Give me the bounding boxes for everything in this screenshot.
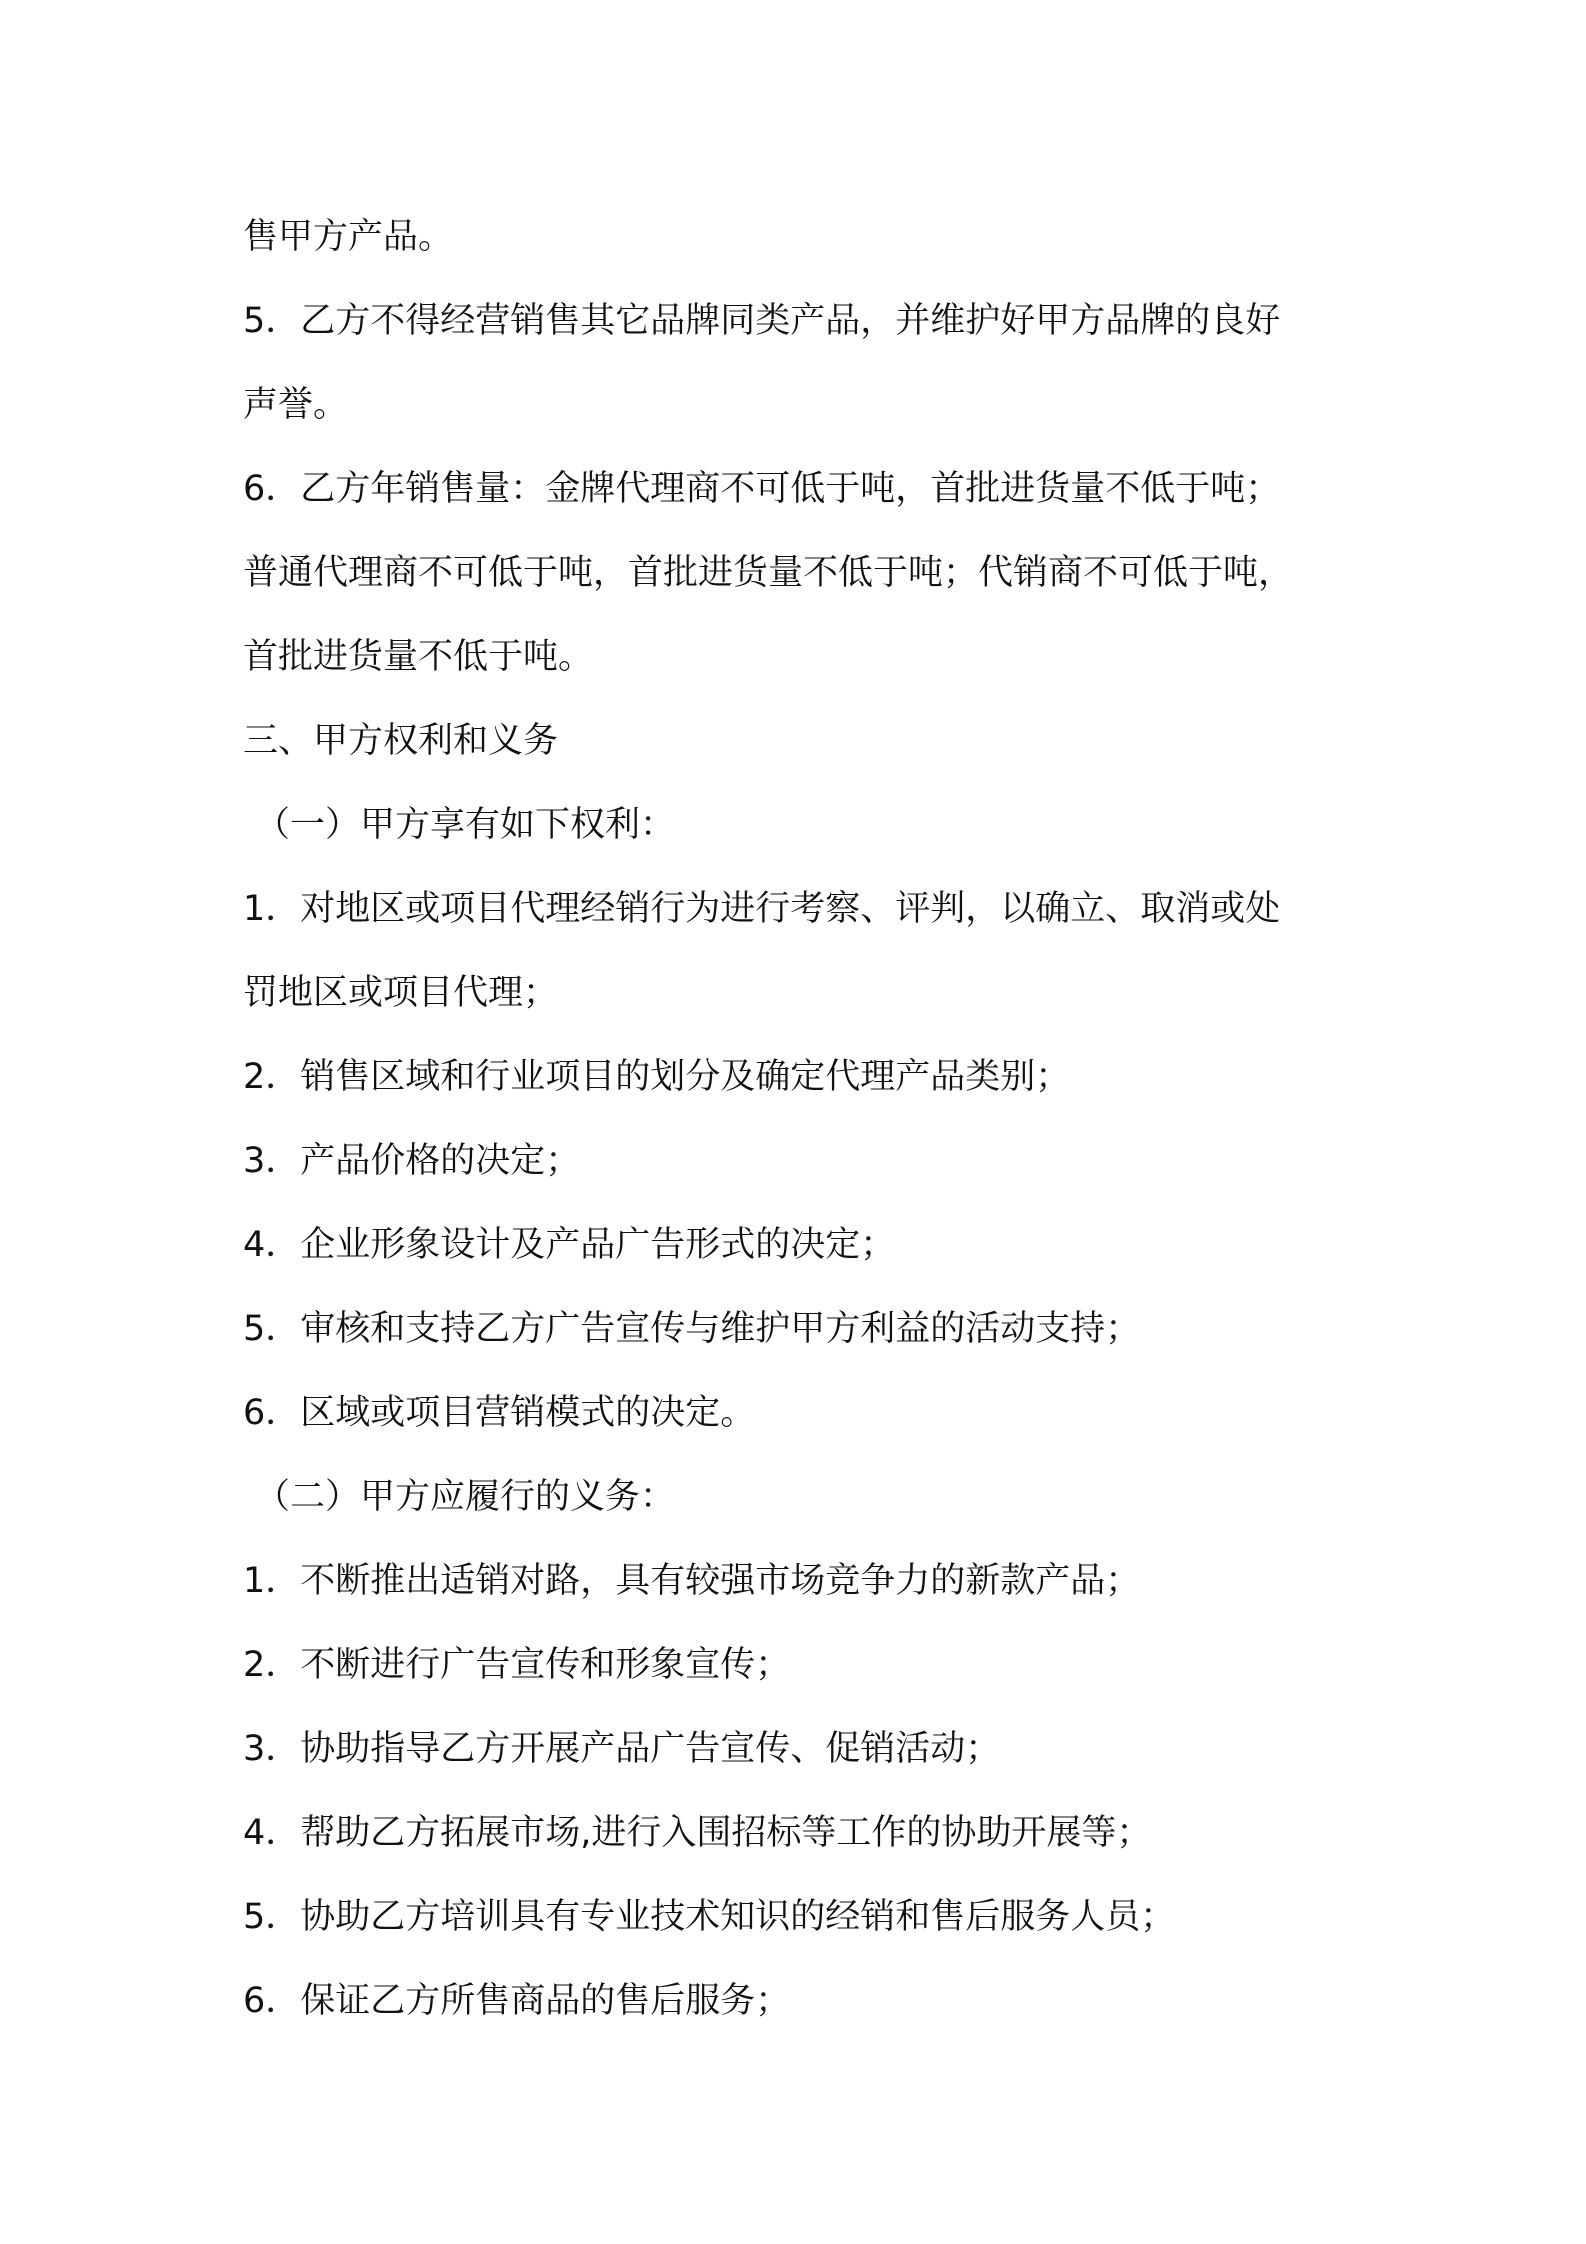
paragraph-line: 声誉。 (243, 385, 349, 425)
subsection-heading: （二）甲方应履行的义务： (255, 1477, 676, 1517)
list-item: 4．帮助乙方拓展市场,进行入围招标等工作的协助开展等； (243, 1813, 1152, 1853)
list-item: 2．销售区域和行业项目的划分及确定代理产品类别； (243, 1057, 1071, 1097)
list-item: 2．不断进行广告宣传和形象宣传； (243, 1645, 791, 1685)
list-item-continuation: 罚地区或项目代理； (243, 973, 559, 1013)
list-item: 1．对地区或项目代理经销行为进行考察、评判，以确立、取消或处 (243, 889, 1281, 929)
paragraph-line: 6．乙方年销售量：金牌代理商不可低于吨，首批进货量不低于吨； (243, 469, 1281, 509)
paragraph-line: 普通代理商不可低于吨，首批进货量不低于吨；代销商不可低于吨， (243, 553, 1294, 593)
list-item: 4．企业形象设计及产品广告形式的决定； (243, 1225, 896, 1265)
list-item: 6．保证乙方所售商品的售后服务； (243, 1981, 791, 2021)
paragraph-line: 5．乙方不得经营销售其它品牌同类产品，并维护好甲方品牌的良好 (243, 301, 1281, 341)
list-item: 3．产品价格的决定； (243, 1141, 581, 1181)
subsection-heading: （一）甲方享有如下权利： (255, 805, 676, 845)
list-item: 5．审核和支持乙方广告宣传与维护甲方利益的活动支持； (243, 1309, 1141, 1349)
document-body (243, 195, 1353, 2043)
list-item: 1．不断推出适销对路，具有较强市场竞争力的新款产品； (243, 1561, 1141, 1601)
list-item: 5．协助乙方培训具有专业技术知识的经销和售后服务人员； (243, 1897, 1176, 1937)
list-item: 6．区域或项目营销模式的决定。 (243, 1393, 756, 1433)
paragraph-line: 首批进货量不低于吨。 (243, 637, 594, 677)
section-heading: 三、甲方权利和义务 (243, 721, 559, 761)
paragraph-line: 售甲方产品。 (243, 217, 454, 257)
list-item: 3．协助指导乙方开展产品广告宣传、促销活动； (243, 1729, 1001, 1769)
